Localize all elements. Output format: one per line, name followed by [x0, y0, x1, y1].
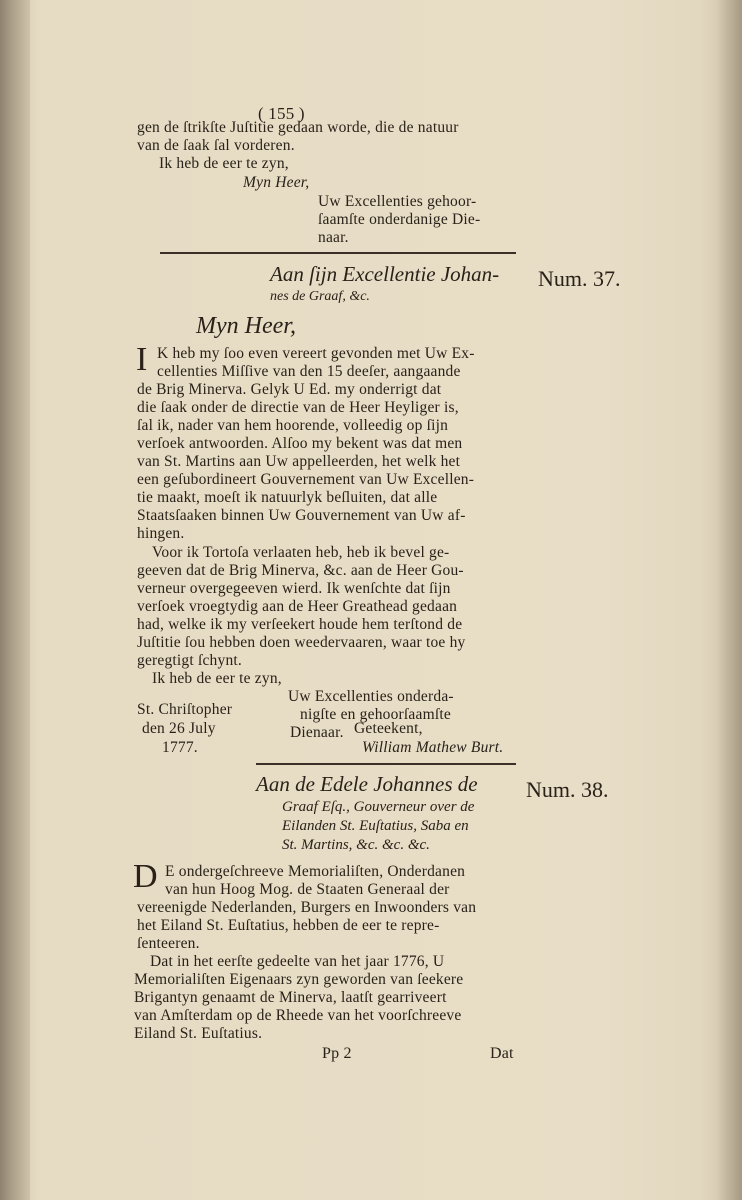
text-line: Staatsſaaken binnen Uw Gouvernement van Uw af- — [137, 507, 466, 524]
text-line: Voor ik Tortoſa verlaaten heb, heb ik bevel ge- — [152, 544, 450, 561]
text-line: Brigantyn genaamt de Minerva, laatſt gearriveert — [134, 989, 447, 1006]
letter37-place: St. Chriſtopher — [137, 701, 233, 718]
letter38-heading-3: Eilanden St. Euſtatius, Saba en — [282, 818, 469, 834]
text-line: tie maakt, moeſt ik natuurlyk beſluiten, dat alle — [137, 489, 438, 506]
letter37-heading-1: Aan ſijn Excellentie Johan- — [270, 262, 500, 286]
page-edge-shadow — [716, 0, 742, 1200]
text-line: hingen. — [137, 525, 185, 542]
text-line: nigſte en gehoorſaamſte — [300, 706, 451, 723]
text-line: E ondergeſchreeve Memorialiſten, Onderdanen — [165, 863, 466, 880]
letter37-heading-2: nes de Graaf, &c. — [270, 289, 370, 304]
text-line: ſenteeren. — [137, 935, 200, 952]
text-line: cellenties Miſſive van den 15 deeſer, aangaande — [157, 363, 461, 380]
text-line: had, welke ik my verſeekert houde hem terſtond de — [137, 616, 463, 633]
letter38-dropcap: D — [133, 858, 158, 895]
page-gutter — [0, 0, 30, 1200]
letter37-date: den 26 July — [142, 720, 216, 737]
text-line: naar. — [318, 229, 349, 246]
text-line: een geſubordineert Gouvernement van Uw Excellen- — [137, 471, 475, 488]
letter37-signed: Geteekent, — [354, 720, 423, 737]
text-line: Uw Excellenties gehoor- — [318, 193, 477, 210]
text-line: die ſaak onder de directie van de Heer Heyliger is, — [137, 399, 459, 416]
text-line: verſoek antwoorden. Alſoo my bekent was dat men — [137, 435, 463, 452]
text-line: Myn Heer, — [243, 174, 310, 191]
letter37-number: Num. 37. — [538, 266, 621, 291]
text-line: Memorialiſten Eigenaars zyn geworden van ſeekere — [134, 971, 464, 988]
section-rule — [256, 763, 516, 765]
text-line: de Brig Minerva. Gelyk U Ed. my onderrigt dat — [137, 381, 442, 398]
text-line: Juſtitie ſou hebben doen weedervaaren, waar toe hy — [137, 634, 466, 651]
text-line: Ik heb de eer te zyn, — [152, 670, 282, 687]
signature-mark: Pp 2 — [322, 1045, 352, 1062]
text-line: Eiland St. Euſtatius. — [134, 1025, 263, 1042]
text-line: Dienaar. — [290, 724, 344, 741]
text-line: Uw Excellenties onderda- — [288, 688, 454, 705]
letter37-year: 1777. — [162, 739, 198, 756]
text-line: ſal ik, nader van hem hoorende, volleedig op ſijn — [137, 417, 449, 434]
page-number: ( 155 ) — [258, 104, 305, 123]
section-rule — [160, 252, 516, 254]
text-line: van St. Martins aan Uw appelleerden, het welk het — [137, 453, 461, 470]
letter37-signature: William Mathew Burt. — [362, 739, 504, 756]
text-line: van Amſterdam op de Rheede van het voorſchreeve — [134, 1007, 462, 1024]
text-line: geregtigt ſchynt. — [137, 652, 242, 669]
text-line: geeven dat de Brig Minerva, &c. aan de Heer Gou- — [137, 562, 464, 579]
text-line: Dat in het eerſte gedeelte van het jaar 1776, U — [150, 953, 445, 970]
letter38-heading-4: St. Martins, &c. &c. &c. — [282, 837, 430, 853]
text-line: gen de ſtrikſte Juſtitie gedaan worde, die de natuur — [137, 119, 459, 136]
text-line: vereenigde Nederlanden, Burgers en Inwoonders van — [137, 899, 477, 916]
text-line: het Eiland St. Euſtatius, hebben de eer te repre- — [137, 917, 440, 934]
text-line: ſaamſte onderdanige Die- — [318, 211, 481, 228]
letter38-heading-1: Aan de Edele Johannes de — [256, 772, 478, 796]
text-line: Ik heb de eer te zyn, — [159, 155, 289, 172]
letter38-heading-2: Graaf Eſq., Gouverneur over de — [282, 799, 475, 815]
text-line: verneur overgegeeven wierd. Ik wenſchte dat ſijn — [137, 580, 451, 597]
letter38-number: Num. 38. — [526, 777, 609, 802]
catchword: Dat — [490, 1045, 514, 1062]
text-line: verſoek vroegtydig aan de Heer Greathead gedaan — [137, 598, 458, 615]
letter37-dropcap: I — [136, 341, 148, 378]
letter37-salutation: Myn Heer, — [196, 313, 296, 339]
text-line: van hun Hoog Mog. de Staaten Generaal der — [165, 881, 450, 898]
text-line: van de ſaak ſal vorderen. — [137, 137, 295, 154]
text-line: K heb my ſoo even vereert gevonden met Uw Ex- — [157, 345, 475, 362]
